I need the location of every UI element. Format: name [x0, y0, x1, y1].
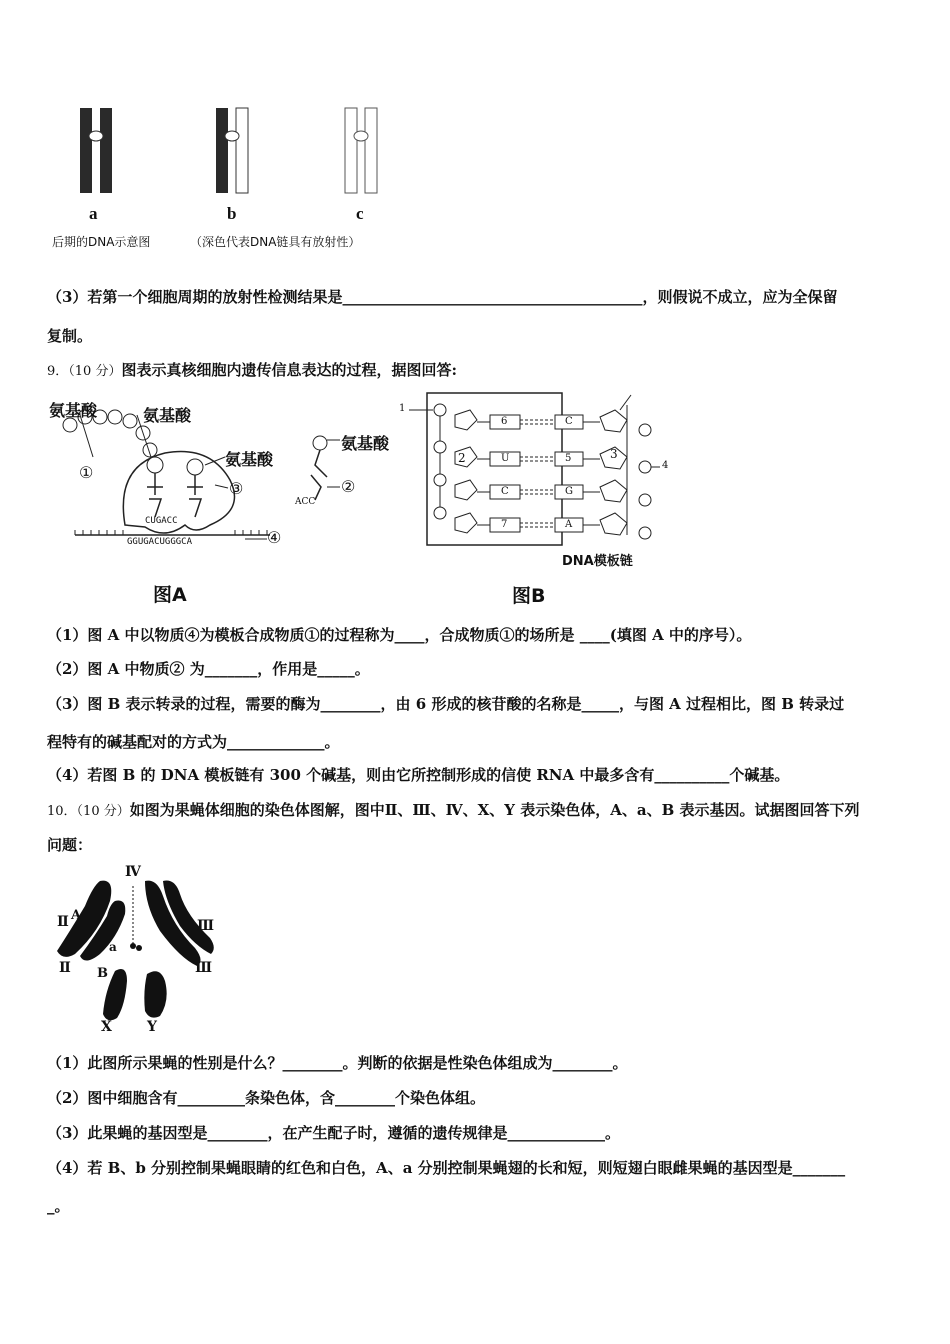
q9-title-text: 图表示真核细胞内遗传信息表达的过程，据图回答:	[121, 361, 458, 379]
dna-label-a: a	[89, 204, 98, 223]
fig-a-acc: ACC	[295, 497, 316, 507]
fig-a-n4: ④	[267, 528, 282, 547]
h-bond	[520, 457, 555, 461]
label-gene-A: A	[71, 908, 82, 923]
chromosome-diagram	[45, 866, 225, 1036]
label-X: X	[101, 1019, 112, 1035]
fig-b-right-base: C	[565, 416, 573, 427]
q9-p4: （4）若图 B 的 DNA 模板链有 300 个碱基，则由它所控制形成的信使 RNA 中最多含有__________个碱基。	[47, 766, 790, 784]
phosphate-left	[434, 474, 446, 486]
figure-b	[395, 385, 685, 610]
phosphate-right	[639, 494, 651, 506]
dna-b-centromere	[225, 131, 239, 141]
label-gene-a: a	[109, 940, 117, 954]
figure-a	[45, 395, 415, 610]
fig-b-label: 图B	[512, 585, 546, 607]
fig-b-right-base: A	[565, 519, 573, 530]
q10-p1: （1）此图所示果蝇的性别是什么？________。判断的依据是性染色体组成为________。	[47, 1054, 628, 1072]
trna-amino-left	[147, 457, 163, 473]
q8-p3-line1: （3）若第一个细胞周期的放射性检测结果是________________________________________，则假说不成立，应为全保留	[47, 288, 838, 306]
dna-figure	[40, 100, 400, 260]
q10-p2: （2）图中细胞含有_________条染色体，含________个染色体组。	[47, 1089, 485, 1107]
fig-a-label: 图A	[153, 584, 187, 606]
figure-b-diagram	[395, 385, 685, 610]
fig-a-mrna-seq: GGUGACUGGGCA	[127, 537, 193, 547]
dna-a-strand-left	[80, 108, 92, 193]
fig-a-amino-1: 氨基酸	[49, 401, 98, 420]
fig-a-n1: ①	[79, 463, 94, 482]
ribosome-shape	[123, 452, 234, 534]
fig-b-left-base: C	[501, 486, 509, 497]
fig-b-n4: 4	[662, 460, 669, 471]
trna-right	[187, 475, 203, 517]
dna-caption-left: 后期的DNA示意图	[52, 235, 151, 249]
pentose-right	[600, 410, 627, 432]
q9-p2: （2）图 A 中物质② 为_______，作用是_____。	[47, 660, 370, 678]
fig-b-left-base: 7	[501, 519, 508, 530]
label-II-top: Ⅱ	[57, 914, 69, 930]
chromosome-IV-dot	[130, 943, 136, 949]
phosphate-right	[639, 461, 651, 473]
fig-b-right-base: G	[565, 486, 573, 497]
dna-a-strand-right	[100, 108, 112, 193]
free-trna-amino	[313, 436, 327, 450]
figure-a-diagram	[45, 395, 415, 610]
label-III-bottom: Ⅲ	[195, 960, 213, 976]
leader-3	[215, 485, 228, 488]
q9-number: 9．	[47, 364, 69, 379]
dna-c-strand-right	[365, 108, 377, 193]
label-gene-B: B	[97, 966, 108, 981]
dna-b-strand-left	[216, 108, 228, 193]
chromosome-IV-dot	[136, 945, 142, 951]
fig-b-n1: 1	[399, 403, 406, 414]
label-II-bottom: Ⅱ	[59, 960, 71, 976]
chromosome-Y	[144, 971, 166, 1017]
fig-b-left-base: U	[501, 453, 510, 464]
fig-a-amino-2: 氨基酸	[143, 406, 192, 425]
phosphate-right	[639, 424, 651, 436]
q8-p3-line2: 复制。	[47, 327, 93, 345]
phosphate-right	[639, 527, 651, 539]
fig-a-n2: ②	[341, 477, 356, 496]
fig-a-n3: ③	[229, 479, 244, 498]
fig-a-anticodon: CUGACC	[145, 516, 178, 526]
fig-a-amino-3: 氨基酸	[225, 450, 274, 469]
q10-p4-line1: （4）若 B、b 分别控制果蝇眼睛的红色和白色，A、a 分别控制果蝇翅的长和短，则短翅白眼雌果蝇的基因型是_______	[47, 1159, 846, 1177]
label-III-top: Ⅲ	[197, 918, 215, 934]
q10-p4-line2: _。	[47, 1197, 70, 1215]
q10-score: （10 分）	[76, 804, 130, 819]
polypeptide-bead	[123, 414, 137, 428]
free-trna	[311, 450, 327, 500]
q10-title-line2: 问题：	[47, 836, 93, 854]
trna-left	[147, 473, 163, 517]
h-bond	[520, 490, 555, 494]
h-bond	[520, 523, 555, 527]
dna-caption-right: （深色代表DNA链具有放射性）	[190, 235, 361, 249]
q10-number: 10．	[47, 804, 77, 819]
pentose-left	[455, 480, 477, 500]
q10-title-text: 如图为果蝇体细胞的染色体图解，图中Ⅱ、Ⅲ、Ⅳ、X、Y 表示染色体，A、a、B 表示基因。试据图回答下列	[129, 801, 860, 819]
q9-p3-line2: 程特有的碱基配对的方式为_____________。	[47, 733, 340, 751]
fig-b-n3: 3	[610, 447, 618, 461]
dna-c-centromere	[354, 131, 368, 141]
q9-p1: （1）图 A 中以物质④为模板合成物质①的过程称为____，合成物质①的场所是 ____(填图 A 中的序号）。	[47, 626, 752, 644]
pentose-left	[455, 513, 477, 533]
fig-b-template-label: DNA模板链	[562, 554, 633, 569]
label-Y: Y	[147, 1019, 157, 1035]
trna-amino-right	[187, 459, 203, 475]
dna-a-centromere	[89, 131, 103, 141]
dna-label-b: b	[227, 204, 237, 223]
fig-b-left-base: 6	[501, 416, 508, 427]
label-IV: Ⅳ	[125, 864, 141, 880]
fig-a-amino-4: 氨基酸	[341, 434, 390, 453]
fig-b-right-base: 5	[565, 453, 572, 464]
phosphate-left	[434, 441, 446, 453]
fig-b-n2: 2	[458, 451, 466, 465]
q9-score: （10 分）	[68, 364, 122, 379]
phosphate-left	[434, 507, 446, 519]
h-bond	[520, 420, 555, 424]
q10-p3: （3）此果蝇的基因型是________，在产生配子时，遵循的遗传规律是_____________。	[47, 1124, 620, 1142]
q9-p3-line1: （3）图 B 表示转录的过程，需要的酶为________，由 6 形成的核苷酸的名称是_____，与图 A 过程相比，图 B 转录过	[47, 695, 845, 713]
chromosome-figure	[45, 866, 225, 1036]
dna-b-strand-right	[236, 108, 248, 193]
pentose-right	[600, 480, 627, 502]
polypeptide-bead	[108, 410, 122, 424]
dna-label-c: c	[356, 204, 364, 223]
pentose-left	[455, 410, 477, 430]
dna-c-strand-left	[345, 108, 357, 193]
pentose-right	[600, 513, 627, 535]
q10-title	[47, 799, 860, 820]
phosphate-left	[434, 404, 446, 416]
backbone-end	[620, 395, 631, 410]
q9-title	[47, 359, 457, 380]
